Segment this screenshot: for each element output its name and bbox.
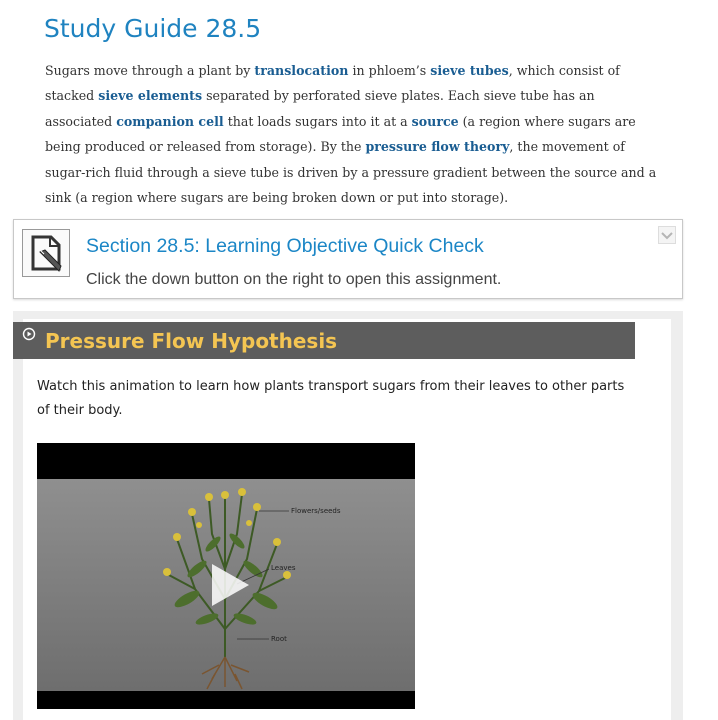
label-root: Root [271,635,287,643]
label-flowers: Flowers/seeds [291,507,341,515]
key-term: sieve tubes [430,63,509,78]
paragraph-text: , the movement of sugar-rich fluid through a sieve tube is driven by a pressure gradient between the source and a sink (a region where sugars are being broken down or put into storage). [45,139,657,206]
paragraph-text: separated by perforated sieve plates. Each sieve tube has an associated [45,88,595,129]
quick-check-title: Section 28.5: Learning Objective Quick Check [86,235,484,257]
page-title: Study Guide 28.5 [44,14,262,43]
key-term: companion cell [116,113,224,129]
pressure-flow-header [13,322,635,359]
quick-check-subtitle: Click the down button on the right to open this assignment. [86,271,502,288]
chevron-down-icon [659,227,675,243]
pressure-flow-title: Pressure Flow Hypothesis [45,329,338,353]
label-leaves: Leaves [271,564,296,572]
assignment-icon [22,229,70,277]
video-frame [37,479,415,691]
key-term: translocation [254,63,349,78]
paragraph-text: , which consist of stacked [45,63,620,104]
play-circle-icon [22,327,36,341]
paragraph-text: Sugars move through a plant by [45,63,255,78]
quick-check-card [13,219,683,299]
key-term: pressure flow theory [365,139,510,155]
key-term: source [411,113,459,129]
pressure-flow-description: Watch this animation to learn how plants transport sugars from their leaves to other parts of their body. [37,379,625,418]
key-term: sieve elements [98,88,203,104]
paragraph-text: in phloem’s [348,63,431,78]
intro-paragraph [45,58,657,210]
expand-button[interactable] [658,226,676,244]
video-player[interactable] [37,443,415,709]
paragraph-text: (a region where sugars are being produced or released from storage). By the [45,113,636,155]
paragraph-text: that loads sugars into it at a [223,113,412,129]
plant-illustration [37,479,415,691]
